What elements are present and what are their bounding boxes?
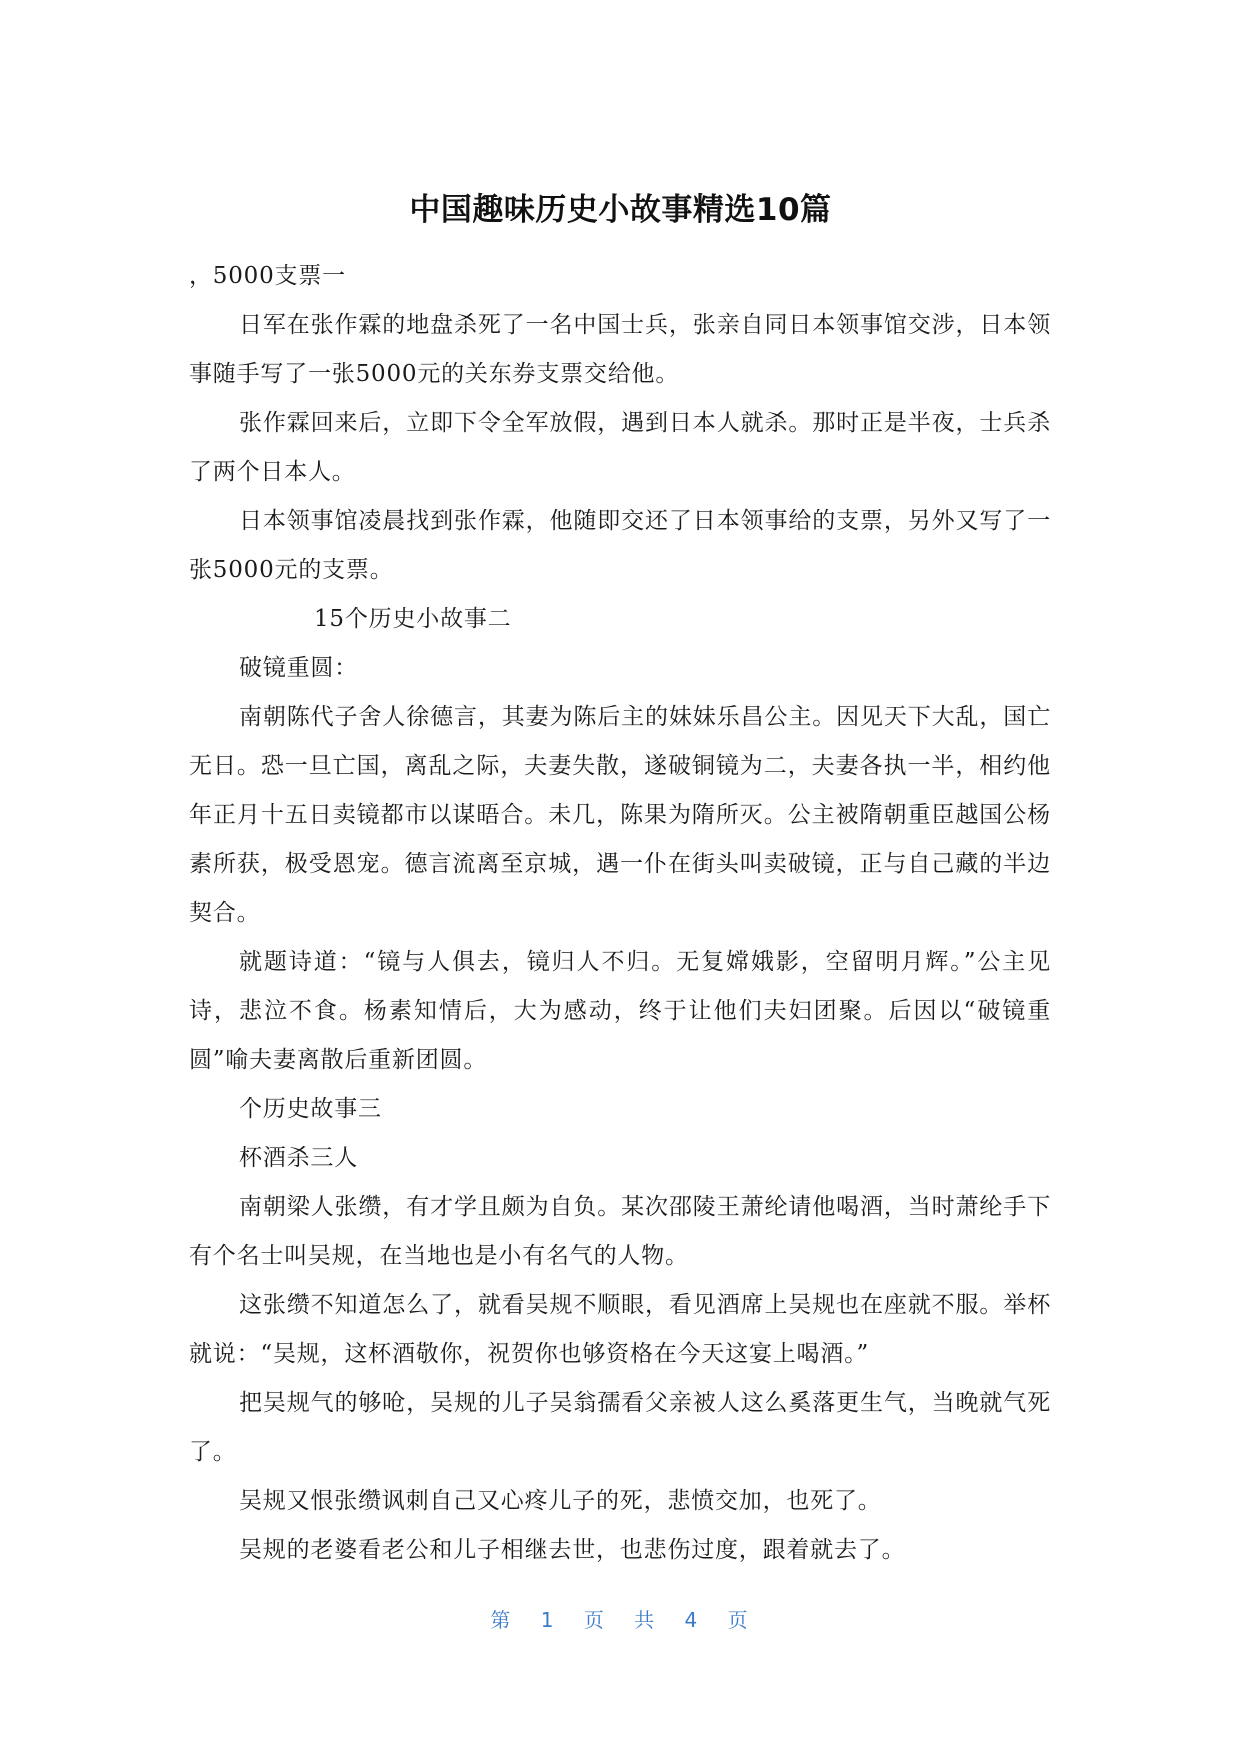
paragraph: 日本领事馆凌晨找到张作霖，他随即交还了日本领事给的支票，另外又写了一张5000元的支票。 <box>189 508 1051 583</box>
section-heading: 个历史故事三 <box>239 1096 382 1122</box>
paragraph: 吴规的老婆看老公和儿子相继去世，也悲伤过度，跟着就去了。 <box>239 1537 906 1563</box>
paragraph: 这张缵不知道怎么了，就看吴规不顺眼，看见酒席上吴规也在座就不服。举杯就说：“吴规，这杯酒敬你，祝贺你也够资格在今天这宴上喝酒。” <box>189 1292 1051 1367</box>
paragraph: 把吴规气的够呛，吴规的儿子吴翁孺看父亲被人这么奚落更生气，当晚就气死了。 <box>189 1390 1051 1465</box>
document-body <box>189 252 1051 1575</box>
paragraph: 张作霖回来后，立即下令全军放假，遇到日本人就杀。那时正是半夜，士兵杀了两个日本人。 <box>189 410 1051 485</box>
paragraph: 南朝陈代子舍人徐德言，其妻为陈后主的妹妹乐昌公主。因见天下大乱，国亡无日。恐一旦亡国，离乱之际，夫妻失散，遂破铜镜为二，夫妻各执一半，相约他年正月十五日卖镜都市以谋晤合。未几，陈果为隋所灭。公主被隋朝重臣越国公杨素所获，极受恩宠。德言流离至京城，遇一仆在街头叫卖破镜，正与自己藏的半边契合。 <box>189 704 1051 926</box>
paragraph: 南朝梁人张缵，有才学且颇为自负。某次邵陵王萧纶请他喝酒，当时萧纶手下有个名士叫吴规，在当地也是小有名气的人物。 <box>189 1194 1051 1269</box>
story-title: 破镜重圆： <box>239 655 358 681</box>
story-title: 杯酒杀三人 <box>239 1145 358 1171</box>
paragraph: ，5000支票一 <box>189 263 346 289</box>
document-title: 中国趣味历史小故事精选10篇 <box>409 192 832 228</box>
paragraph: 就题诗道：“镜与人俱去，镜归人不归。无复嫦娥影，空留明月辉。”公主见诗，悲泣不食。杨素知情后，大为感动，终于让他们夫妇团聚。后因以“破镜重圆”喻夫妻离散后重新团圆。 <box>189 949 1051 1073</box>
page-number-footer: 第 1 页 共 4 页 <box>490 1608 751 1632</box>
paragraph: 吴规又恨张缵讽刺自己又心疼儿子的死，悲愤交加，也死了。 <box>239 1488 882 1514</box>
section-heading: 15个历史小故事二 <box>314 606 512 632</box>
paragraph: 日军在张作霖的地盘杀死了一名中国士兵，张亲自同日本领事馆交涉，日本领事随手写了一张5000元的关东券支票交给他。 <box>189 312 1051 387</box>
